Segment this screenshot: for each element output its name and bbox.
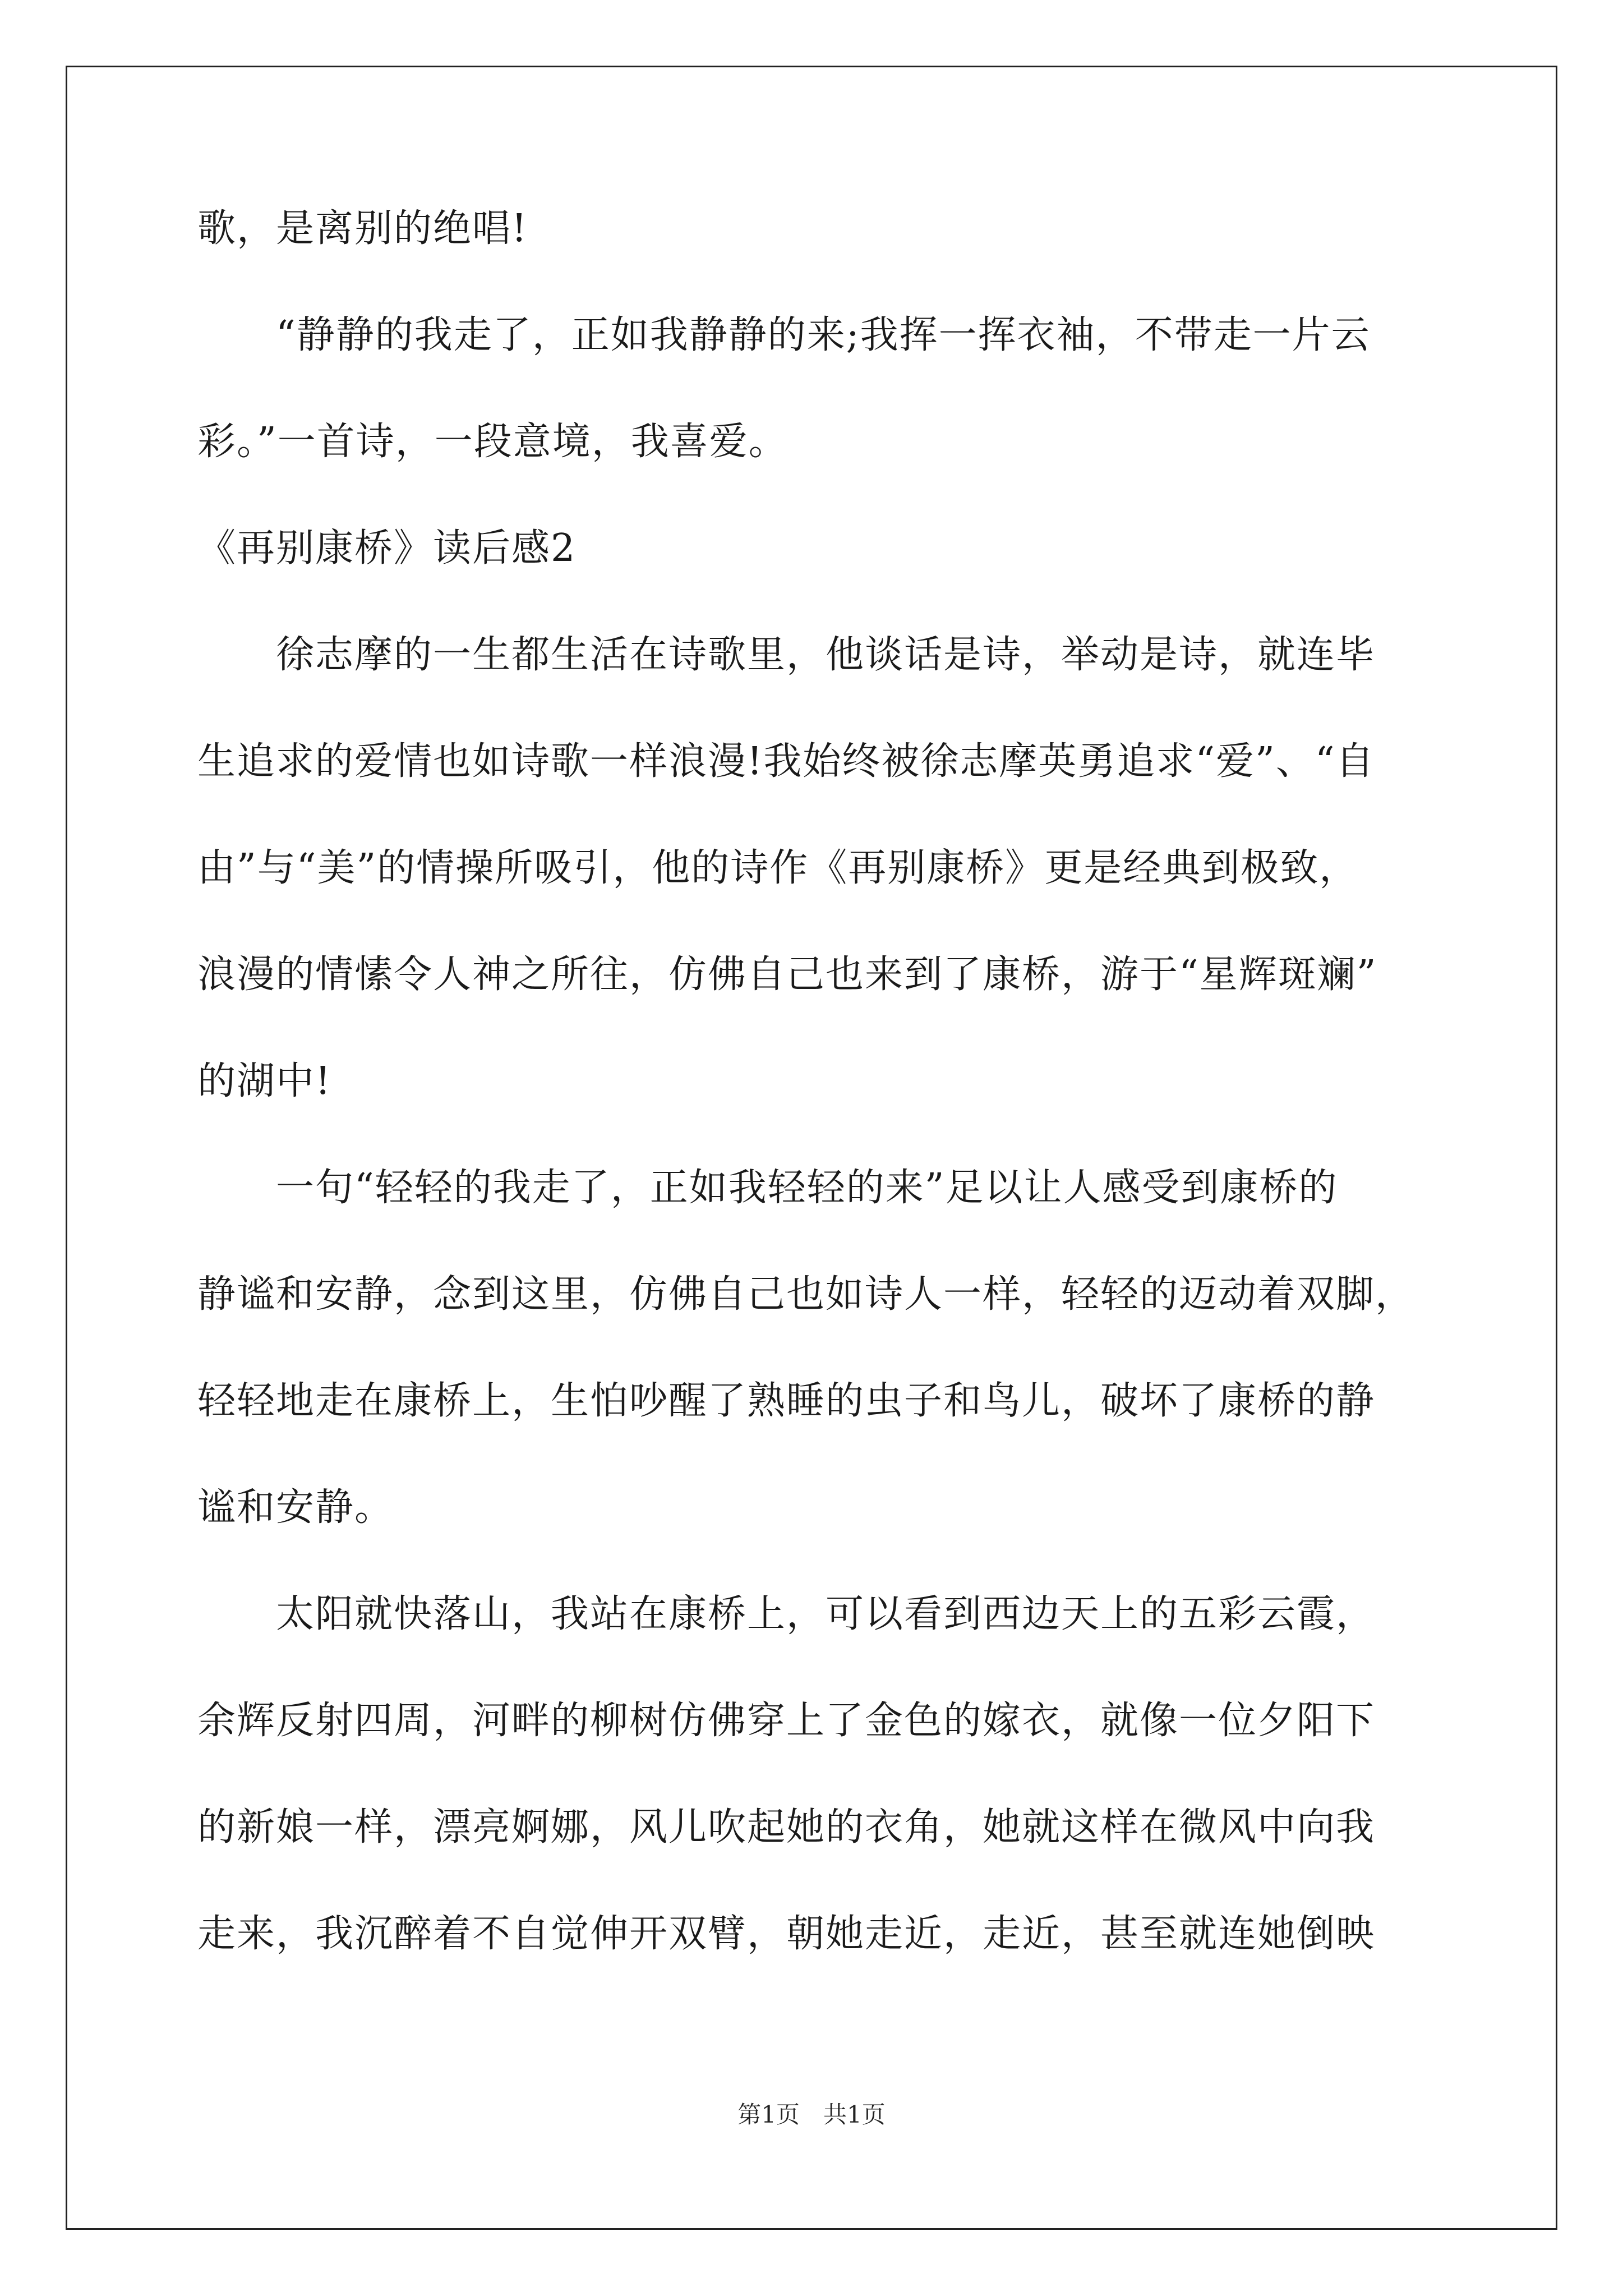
text-line: 浪漫的情愫令人神之所往，仿佛自己也来到了康桥，游于“星辉斑斓” [197, 953, 1377, 997]
text-line: 的新娘一样，漂亮婀娜，风儿吹起她的衣角，她就这样在微风中向我 [197, 1805, 1376, 1849]
text-line: 生追求的爱情也如诗歌一样浪漫!我始终被徐志摩英勇追求“爱”、“自 [197, 739, 1375, 784]
page-number-footer: 第1页 共1页 [737, 2101, 886, 2128]
text-line: 由”与“美”的情操所吸引，他的诗作《再别康桥》更是经典到极致， [197, 846, 1359, 890]
text-line: 静谧和安静，念到这里，仿佛自己也如诗人一样，轻轻的迈动着双脚， [197, 1272, 1415, 1317]
text-line: 的湖中! [197, 1059, 332, 1103]
text-line: 徐志摩的一生都生活在诗歌里，他谈话是诗，举动是诗，就连毕 [197, 633, 1376, 677]
text-line: 余辉反射四周，河畔的柳树仿佛穿上了金色的嫁衣，就像一位夕阳下 [197, 1699, 1376, 1743]
text-line: 走来，我沉醉着不自觉伸开双臂，朝她走近，走近，甚至就连她倒映 [197, 1912, 1376, 1956]
page-frame [66, 66, 1557, 2230]
text-line: 轻轻地走在康桥上，生怕吵醒了熟睡的虫子和鸟儿，破坏了康桥的静 [197, 1379, 1376, 1423]
section-heading: 《再别康桥》读后感2 [197, 526, 577, 570]
text-line: 谧和安静。 [197, 1485, 394, 1530]
text-line: 歌，是离别的绝唱! [197, 206, 528, 251]
text-line: 彩。”一首诗，一段意境，我喜爱。 [197, 420, 788, 464]
text-line: 一句“轻轻的我走了，正如我轻轻的来”足以让人感受到康桥的 [197, 1166, 1338, 1210]
text-line: 太阳就快落山，我站在康桥上，可以看到西边天上的五彩云霞， [197, 1592, 1376, 1636]
text-line: “静静的我走了，正如我静静的来;我挥一挥衣袖，不带走一片云 [197, 313, 1371, 357]
